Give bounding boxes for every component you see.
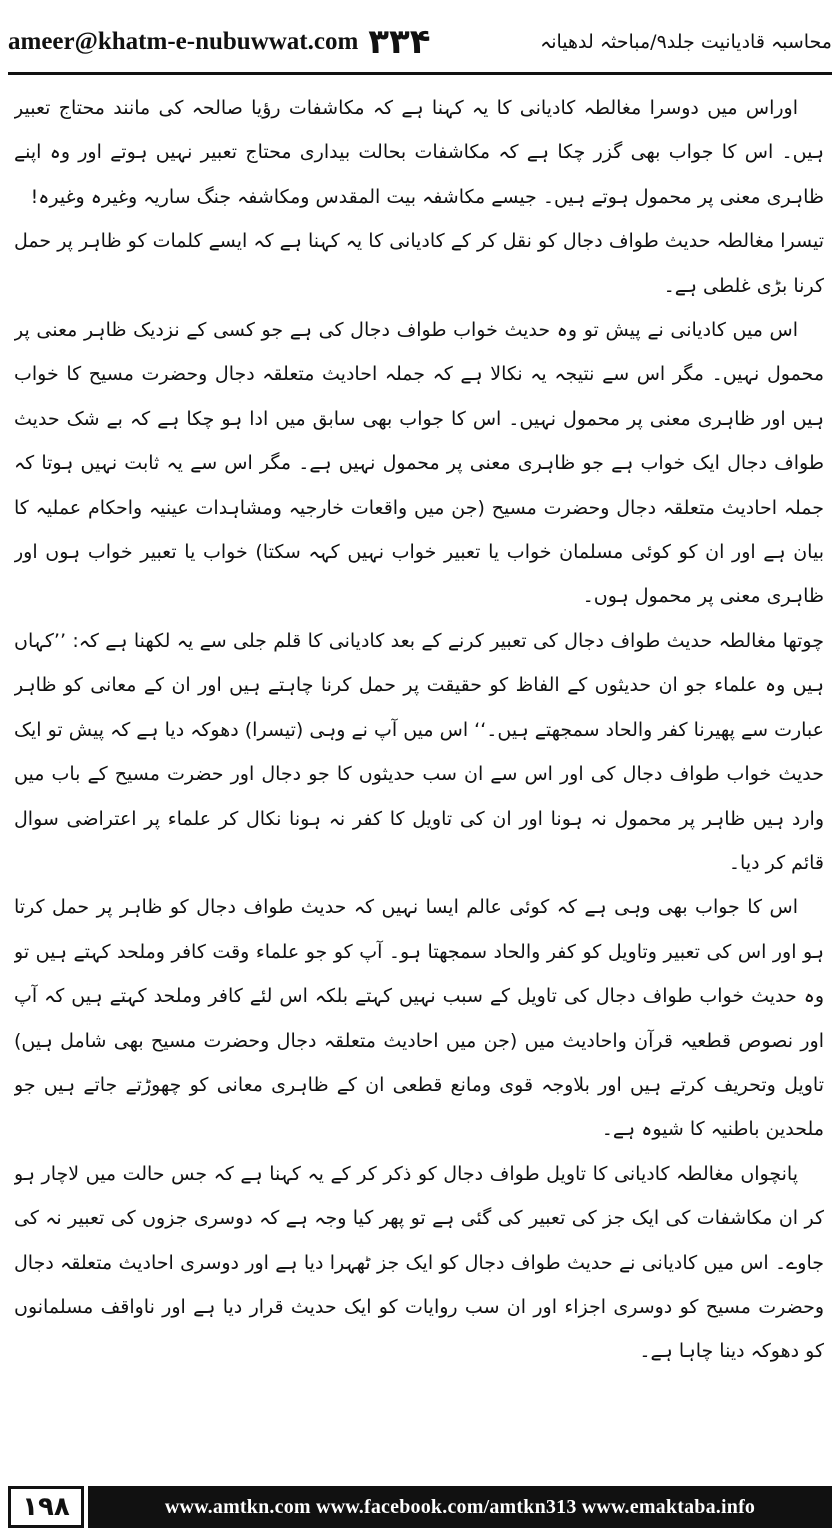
header-rule <box>8 72 832 75</box>
header-page-number: ۳۳۴ <box>368 22 431 62</box>
header-left <box>8 22 431 62</box>
paragraph: اس کا جواب بھی وہی ہے کہ کوئی عالم ایسا نہیں کہ حدیث طواف دجال کو ظاہر پر حمل کرتا ہو اور اس کی تعبیر وتاویل کو کفر والحاد سمجھتا ہو۔ آپ کو جو علماء وقت کافر وملحد کہتے ہیں تو وہ حدیث خواب طواف دجال کی تاویل کے سبب نہیں کہتے بلکہ اس لئے کافر وملحد کہتے ہیں کہ آپ اور نصوص قطعیہ قرآن واحادیث میں (جن میں احادیث متعلقہ دجال وحضرت مسیح بھی شامل ہیں) تاویل وتحریف کرتے ہیں اور بلاوجہ قوی ومانع قطعی ان کے ظاہری معانی کو چھوڑتے جاتے ہیں جو ملحدین باطنیہ کا شیوہ ہے۔ <box>14 896 824 1141</box>
header-email: ameer@khatm-e-nubuwwat.com <box>8 28 359 55</box>
page-header <box>8 14 832 70</box>
paragraph: پانچواں مغالطہ کادیانی کا تاویل طواف دجال کو ذکر کر کے یہ کہنا ہے کہ جس حالت میں لاچار ہو کر ان مکاشفات کی ایک جز کی تعبیر کی گئی ہے تو پھر کیا وجہ ہے کہ دوسری جزوں کی تعبیر نہ کی جاوے۔ اس میں کادیانی نے حدیث طواف دجال کو ایک جز ٹھہرا دیا ہے اور دوسری احادیث متعلقہ دجال وحضرت مسیح کو دوسری اجزاء اور ان سب روایات کو ایک حدیث قرار دیا ہے اور ناواقف مسلمانوں کو دھوکہ دینا چاہا ہے۔ <box>14 1162 824 1363</box>
paragraph: چوتھا مغالطہ حدیث طواف دجال کی تعبیر کرنے کے بعد کادیانی کا قلم جلی سے یہ لکھنا ہے کہ: ’’کہاں ہیں وہ علماء جو ان حدیثوں کے الفاظ کو حقیقت پر حمل کرنا چاہتے ہیں اور ان کے معانی کو ظاہر عبارت سے پھیرنا کفر والحاد سمجھتے ہیں۔‘‘ اس میں آپ نے وہی (تیسرا) دھوکہ دیا ہے کہ پیش تو ایک حدیث خواب طواف دجال کی اور اس سے ان سب حدیثوں کا جو دجال اور حضرت مسیح کے باب میں وارد ہیں ظاہر پر محمول نہ ہونا اور ان کی تاویل کا کفر نہ ہونا نکال کر علماء پر اعتراضی سوال قائم کر دیا۔ <box>14 629 824 874</box>
page-footer <box>8 1486 832 1528</box>
header-book-title: محاسبہ قادیانیت جلد۹/مباحثہ لدھیانہ <box>540 31 832 53</box>
footer-links: www.amtkn.com www.facebook.com/amtkn313 www.emaktaba.info <box>88 1486 832 1528</box>
body-text <box>14 86 824 1462</box>
footer-page-number: ۱۹۸ <box>8 1486 84 1528</box>
paragraph: اس میں کادیانی نے پیش تو وہ حدیث خواب طواف دجال کی ہے جو کسی کے نزدیک ظاہر معنی پر محمول نہیں۔ مگر اس سے نتیجہ یہ نکالا ہے کہ جملہ احادیث متعلقہ دجال وحضرت مسیح کا خواب ہیں اور ظاہری معنی پر محمول نہیں۔ اس کا جواب بھی سابق میں ادا ہو چکا ہے کہ بے شک حدیث طواف دجال ایک خواب ہے جو ظاہری معنی پر محمول نہیں ہے۔ مگر اس سے یہ ثابت نہیں ہوتا کہ جملہ احادیث متعلقہ دجال وحضرت مسیح (جن میں واقعات خارجیہ ومشاہدات عینیہ واحکام عملیہ کا بیان ہے اور ان کو کوئی مسلمان خواب یا تعبیر خواب نہیں کہہ سکتا) خواب یا تعبیر خواب ہوں اور ظاہری معنی پر محمول ہوں۔ <box>14 319 824 608</box>
paragraph: تیسرا مغالطہ حدیث طواف دجال کو نقل کر کے کادیانی کا یہ کہنا ہے کہ ایسے کلمات کو ظاہر پر حمل کرنا بڑی غلطی ہے۔ <box>14 230 824 297</box>
paragraph: اوراس میں دوسرا مغالطہ کادیانی کا یہ کہنا ہے کہ مکاشفات رؤیا صالحہ کی مانند محتاج تعبیر ہیں۔ اس کا جواب بھی گزر چکا ہے کہ مکاشفات بحالت بیداری محتاج تعبیر نہیں ہوتے اور وہ اپنے ظاہری معنی پر محمول ہوتے ہیں۔ جیسے مکاشفہ بیت المقدس ومکاشفہ جنگ ساریہ وغیرہ وغیرہ! <box>14 97 824 208</box>
